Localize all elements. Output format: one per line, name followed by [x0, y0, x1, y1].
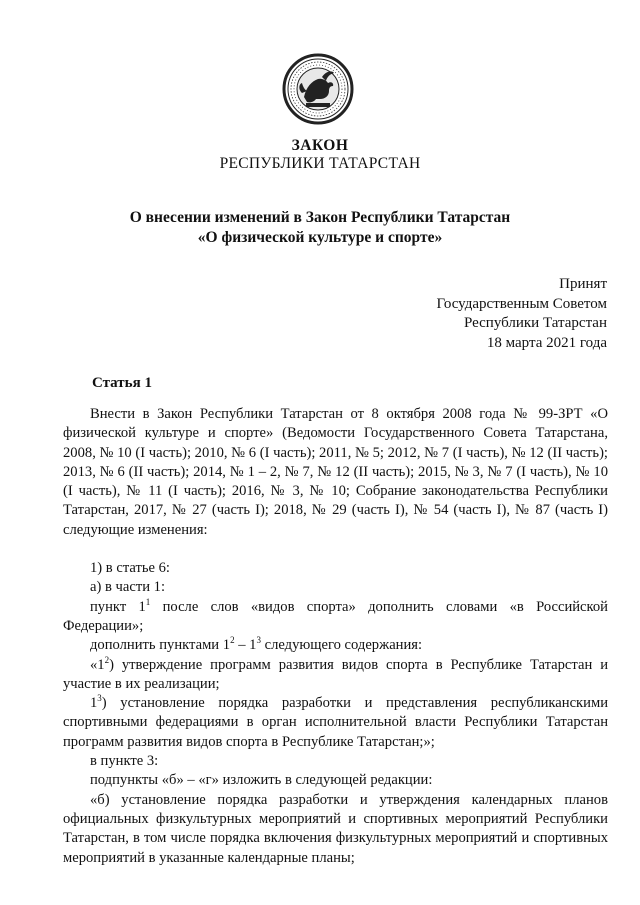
article-body	[63, 405, 608, 868]
paragraph-point-1-2: «$1^2$) утверждение программ развития видов спорта в Республике Татарстан и участие в их реализации;	[63, 654, 608, 692]
intro-paragraph: Внести в Закон Республики Татарстан от 8 октября 2008 года № 99-ЗРТ «О физической культуре и спорте» (Ведомости Государственного Совета Татарстана, 2008, № 10 (I часть); 2010, № 6 (I часть); 2011, № 5; 2012, № 7 (I часть), № 12 (II часть); 2013, № 6 (II часть); 2014, № 1 – 2, № 7, № 12 (II часть); 2015, № 3, № 7 (I часть), № 10 (I часть), № 11 (I часть); 2016, № 3, № 10; Собрание законодательства Республики Татарстан, 2017, № 27 (часть I); 2018, № 29 (часть I), № 54 (часть I), № 87 (часть I) следующие изменения:	[63, 406, 608, 538]
adopted-by-republic: Республики Татарстан	[463, 315, 607, 331]
paragraph-subpoints: подпункты «б» – «г» изложить в следующей редакции:	[90, 772, 433, 789]
adopted-label: Принят	[559, 276, 607, 292]
adopted-date: 18 марта 2021 года	[486, 334, 607, 351]
law-subject-line1: О внесении изменений в Закон Республики Татарстан	[129, 209, 511, 226]
item-1a: а) в части 1:	[90, 579, 166, 596]
item-1: 1) в статье 6:	[90, 560, 170, 577]
law-title: ЗАКОН	[291, 137, 349, 154]
paragraph-point-1-3: $1^3$) установление порядка разработки и представления республиканскими спортивными федерациями в орган исполнительной власти Республики Татарстан программ развития видов спорта в Республике Татарстан;»;	[63, 693, 608, 750]
law-subject-line2: «О физической культуре и спорте»	[197, 229, 443, 246]
article-heading: Статья 1	[92, 375, 152, 391]
paragraph-point-3: в пункте 3:	[90, 753, 159, 770]
republic-title: РЕСПУБЛИКИ ТАТАРСТАН	[219, 155, 421, 172]
coat-of-arms-seal	[282, 53, 354, 125]
paragraph-subpoint-b: «б) установление порядка разработки и утверждения календарных планов официальных физкультурных мероприятий и спортивных мероприятий Республики Татарстан, в том числе порядка включения физкультурных мероприятий и спортивных мероприятий в указанные календарные планы;	[63, 791, 608, 866]
adopted-by: Государственным Советом	[436, 295, 607, 312]
paragraph-add-points: дополнить пунктами $1^2 - 1^3$ следующего содержания:	[90, 635, 423, 654]
paragraph-point-1-1: пункт $1^1$ после слов «видов спорта» дополнить словами «в Российской Федерации»;	[63, 596, 608, 634]
adoption-block	[437, 275, 608, 353]
